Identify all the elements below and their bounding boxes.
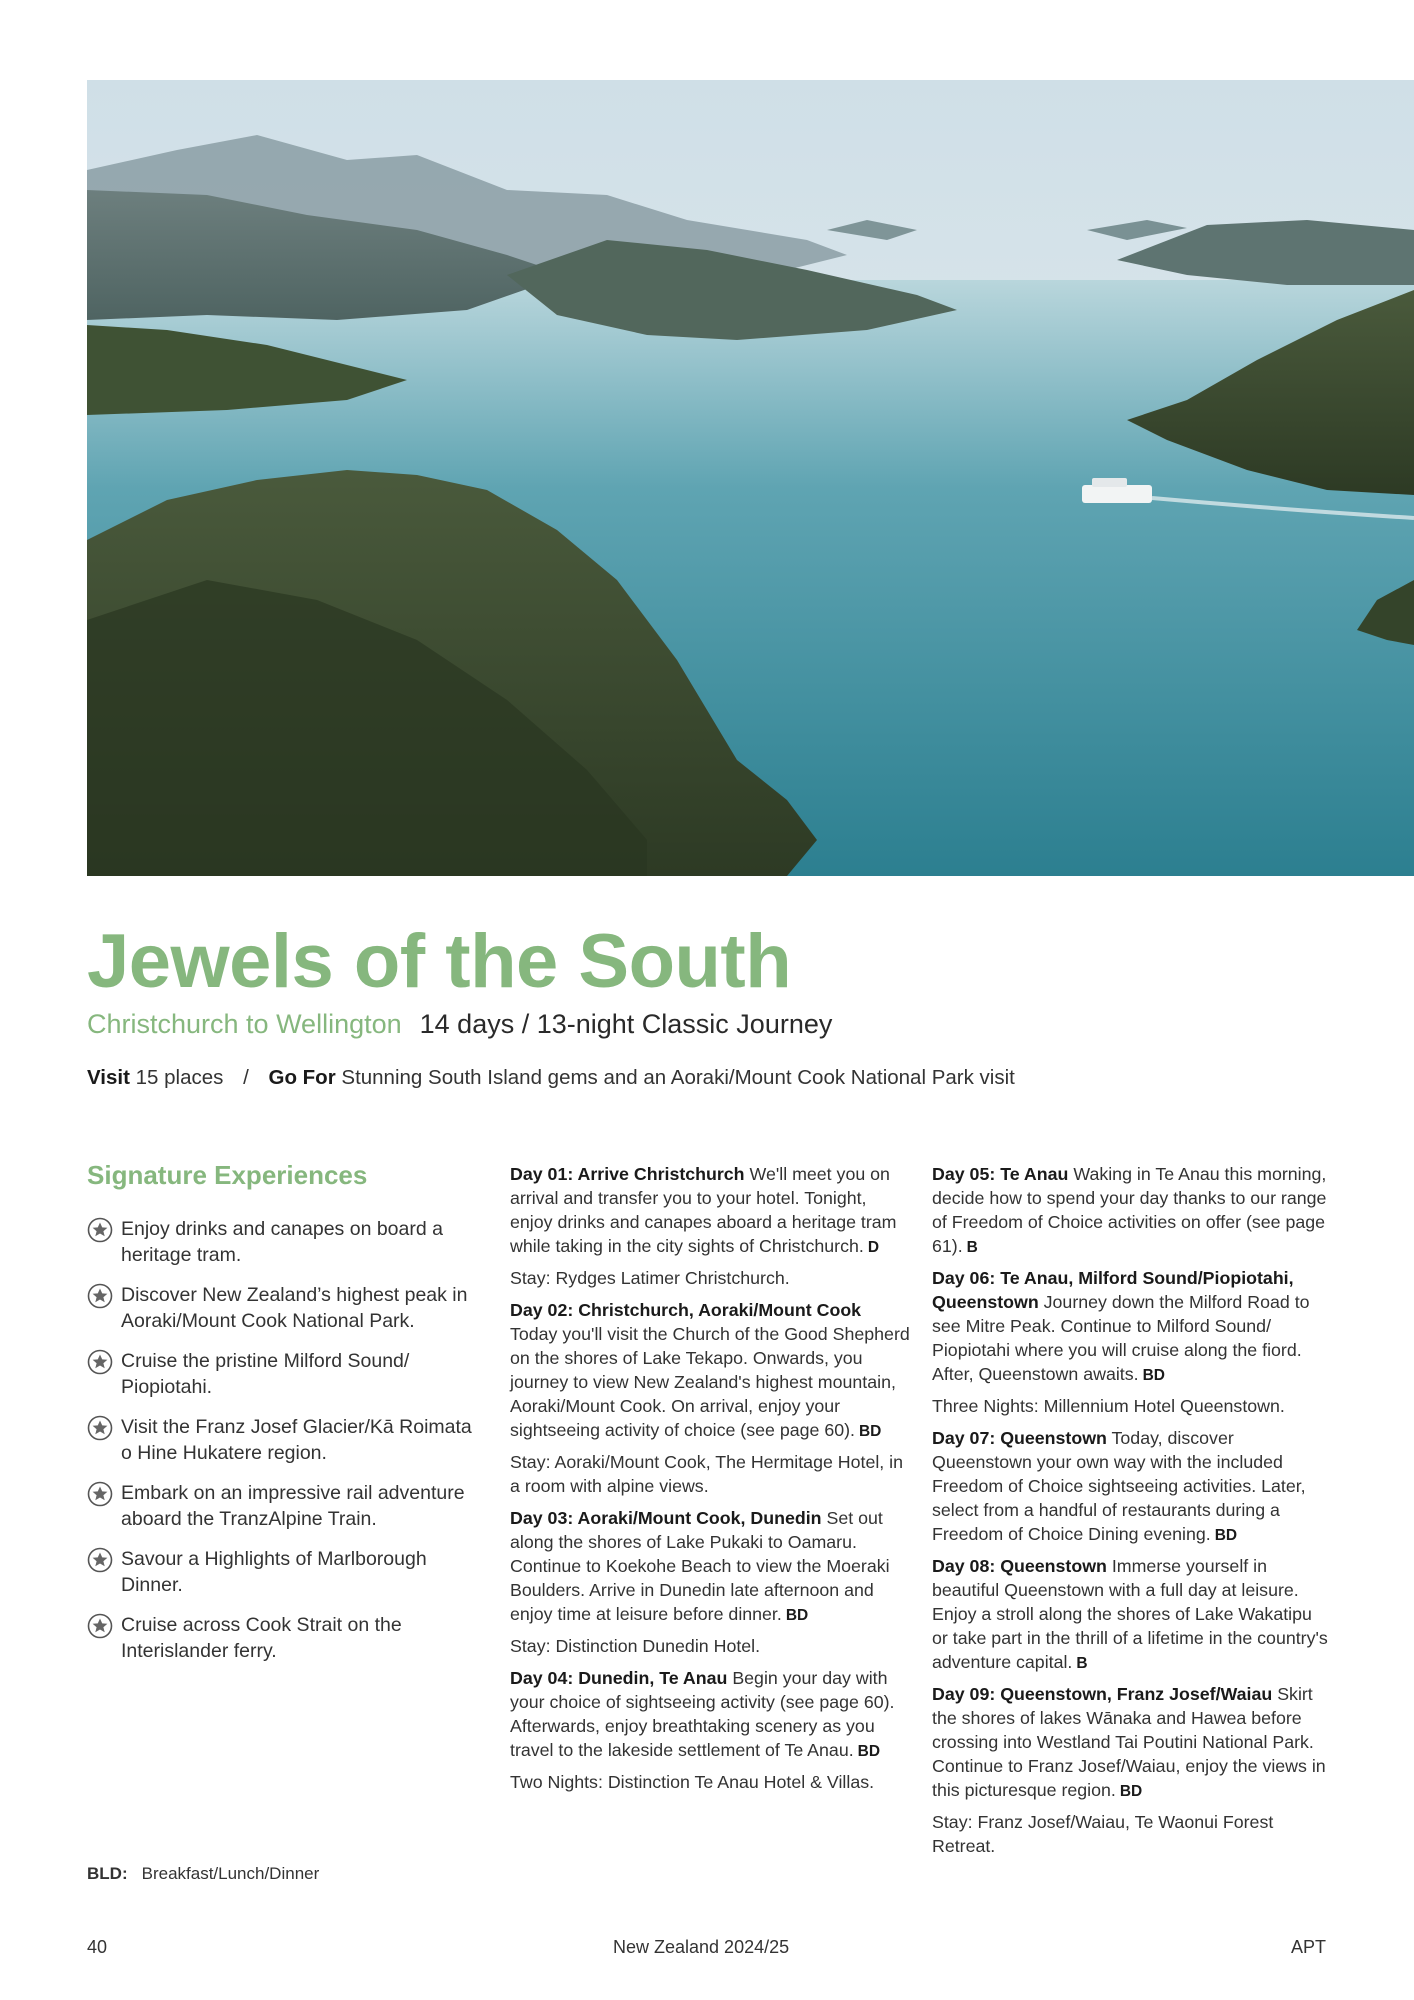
- day-description: Today you'll visit the Church of the Good Shepherd on the shores of Lake Tekapo. Onwards, you journey to view New Zealand's highest mountain, Aoraki/Mount Cook. On arrival, enjoy your sightseeing activity of choice (see page 60).: [510, 1324, 910, 1440]
- star-badge-icon: [87, 1613, 113, 1639]
- day-description: Waking in Te Anau this morning, decide how to spend your day thanks to our range of Freedom of Choice activities on offer (see page 61).: [932, 1164, 1327, 1256]
- meal-code: BD: [1142, 1367, 1165, 1384]
- itinerary-column-1: [510, 1162, 910, 1802]
- list-item: [87, 1480, 482, 1532]
- star-badge-icon: [87, 1547, 113, 1573]
- itinerary-day: [510, 1298, 910, 1444]
- list-item: [87, 1546, 482, 1598]
- hero-photo: [87, 80, 1414, 876]
- day-heading: Day 01: Arrive Christchurch: [510, 1164, 745, 1184]
- day-heading: Day 03: Aoraki/Mount Cook, Dunedin: [510, 1508, 822, 1528]
- day-description: Set out along the shores of Lake Pukaki to Oamaru. Continue to Koekohe Beach to view the Moeraki Boulders. Arrive in Dunedin late afternoon and enjoy time at leisure before dinner.: [510, 1508, 890, 1624]
- day-description: Today, discover Queenstown your own way with the included Freedom of Choice sightseeing activities. Later, select from a handful of restaurants during a Freedom of Choice Dining evening.: [932, 1428, 1306, 1544]
- day-heading: Day 08: Queenstown: [932, 1556, 1107, 1576]
- day-heading: Day 05: Te Anau: [932, 1164, 1069, 1184]
- itinerary-day: [932, 1682, 1332, 1804]
- meal-code: D: [867, 1239, 880, 1256]
- itinerary-day: [510, 1506, 910, 1628]
- page-title: Jewels of the South: [87, 919, 792, 1004]
- signature-experience-text: Savour a Highlights of Marlborough Dinner.: [121, 1548, 427, 1596]
- itinerary-day: [510, 1666, 910, 1764]
- signature-experiences-heading: Signature Experiences: [87, 1160, 368, 1190]
- list-item: [87, 1348, 482, 1400]
- meal-legend: [87, 1864, 319, 1884]
- trip-meta: [87, 1066, 1015, 1090]
- meal-code: B: [1076, 1655, 1088, 1672]
- day-heading: Day 06: Te Anau, Milford Sound/Piopiotahi, Queenstown: [932, 1268, 1294, 1312]
- journey-subtitle: [87, 1009, 832, 1040]
- day-accommodation: Three Nights: Millennium Hotel Queenstown.: [932, 1396, 1285, 1416]
- signature-experience-text: Enjoy drinks and canapes on board a heritage tram.: [121, 1218, 443, 1266]
- day-heading: Day 07: Queenstown: [932, 1428, 1107, 1448]
- go-for-value: Stunning South Island gems and an Aoraki/Mount Cook National Park visit: [341, 1066, 1015, 1089]
- day-accommodation: Two Nights: Distinction Te Anau Hotel & Villas.: [510, 1772, 875, 1792]
- signature-experience-text: Cruise the pristine Milford Sound/ Piopiotahi.: [121, 1350, 410, 1398]
- star-badge-icon: [87, 1415, 113, 1441]
- page-number: 40: [87, 1937, 108, 1957]
- route-label: Christchurch to Wellington: [87, 1009, 402, 1039]
- star-badge-icon: [87, 1217, 113, 1243]
- signature-experience-text: Embark on an impressive rail adventure aboard the TranzAlpine Train.: [121, 1482, 465, 1530]
- visit-value: 15 places: [135, 1066, 224, 1089]
- signature-experiences-list: [87, 1216, 482, 1678]
- day-accommodation: Stay: Rydges Latimer Christchurch.: [510, 1268, 790, 1288]
- itinerary-day: [932, 1554, 1332, 1676]
- meta-separator: /: [243, 1066, 249, 1089]
- meal-code: BD: [1119, 1783, 1143, 1800]
- publication-title: New Zealand 2024/25: [613, 1937, 790, 1957]
- day-accommodation: Stay: Franz Josef/Waiau, Te Waonui Forest Retreat.: [932, 1812, 1274, 1856]
- day-description: Begin your day with your choice of sightseeing activity (see page 60). Afterwards, enjoy breathtaking scenery as you travel to the lakeside settlement of Te Anau.: [510, 1668, 895, 1760]
- star-badge-icon: [87, 1283, 113, 1309]
- duration-label: 14 days / 13-night Classic Journey: [419, 1009, 833, 1039]
- itinerary-column-2: [932, 1162, 1332, 1866]
- itinerary-day: [510, 1162, 910, 1260]
- meal-legend-value: Breakfast/Lunch/Dinner: [141, 1864, 320, 1883]
- signature-experience-text: Cruise across Cook Strait on the Interislander ferry.: [121, 1614, 402, 1662]
- day-accommodation: Stay: Distinction Dunedin Hotel.: [510, 1636, 761, 1656]
- go-for-label: Go For: [268, 1066, 336, 1089]
- day-heading: Day 04: Dunedin, Te Anau: [510, 1668, 728, 1688]
- star-badge-icon: [87, 1481, 113, 1507]
- brand-name: APT: [1291, 1937, 1327, 1957]
- meal-code: BD: [857, 1743, 881, 1760]
- sound-landscape-image: [87, 80, 1414, 876]
- list-item: [87, 1282, 482, 1334]
- meal-legend-key: BLD:: [87, 1864, 128, 1883]
- day-description: Journey down the Milford Road to see Mitre Peak. Continue to Milford Sound/ Piopiotahi where you will cruise along the fiord. After, Queenstown awaits.: [932, 1292, 1310, 1384]
- meal-code: BD: [858, 1423, 882, 1440]
- day-heading: Day 09: Queenstown, Franz Josef/Waiau: [932, 1684, 1273, 1704]
- star-badge-icon: [87, 1349, 113, 1375]
- day-heading: Day 02: Christchurch, Aoraki/Mount Cook: [510, 1300, 862, 1320]
- day-accommodation: Stay: Aoraki/Mount Cook, The Hermitage Hotel, in a room with alpine views.: [510, 1452, 904, 1496]
- list-item: [87, 1414, 482, 1466]
- day-description: Immerse yourself in beautiful Queenstown with a full day at leisure. Enjoy a stroll along the shores of Lake Wakatipu or take part in the thrill of a lifetime in the country's adventure capital.: [932, 1556, 1328, 1672]
- signature-experience-text: Visit the Franz Josef Glacier/Kā Roimata o Hine Hukatere region.: [121, 1416, 472, 1464]
- meal-code: BD: [785, 1607, 809, 1624]
- list-item: [87, 1612, 482, 1664]
- itinerary-day: [932, 1426, 1332, 1548]
- itinerary-day: [932, 1266, 1332, 1388]
- itinerary-day: [932, 1162, 1332, 1260]
- meal-code: BD: [1214, 1527, 1238, 1544]
- signature-experience-text: Discover New Zealand’s highest peak in Aoraki/Mount Cook National Park.: [121, 1284, 468, 1332]
- visit-label: Visit: [87, 1066, 130, 1089]
- day-description: Skirt the shores of lakes Wānaka and Hawea before crossing into Westland Tai Poutini National Park. Continue to Franz Josef/Waiau, enjoy the views in this picturesque region.: [932, 1684, 1326, 1800]
- meal-code: B: [966, 1239, 978, 1256]
- list-item: [87, 1216, 482, 1268]
- day-description: We'll meet you on arrival and transfer you to your hotel. Tonight, enjoy drinks and canapes aboard a heritage tram while taking in the city sights of Christchurch.: [510, 1164, 897, 1256]
